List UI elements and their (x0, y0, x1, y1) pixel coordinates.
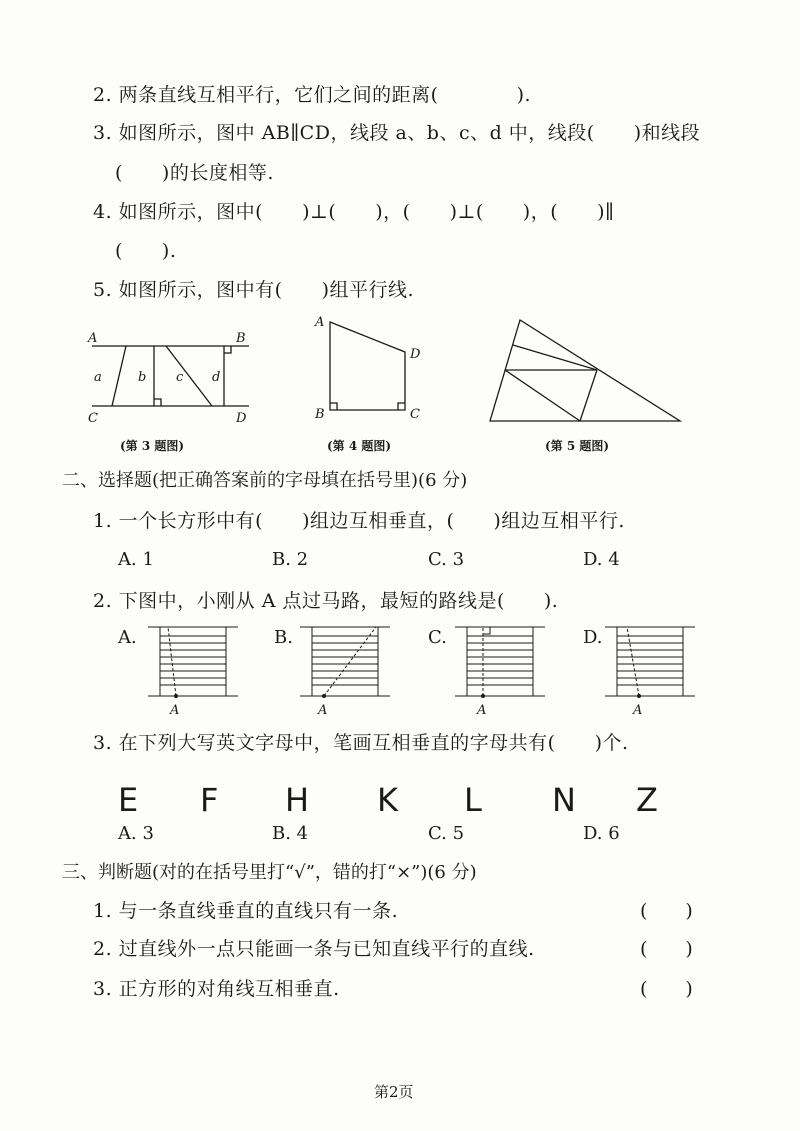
road-option-b (300, 624, 392, 720)
point-label-a: A (633, 703, 643, 718)
figure-5 (485, 315, 685, 425)
road-option-c (455, 624, 547, 720)
point-label-d: D (410, 347, 421, 362)
letter-z: Z (636, 781, 658, 819)
point-label-a: A (170, 703, 180, 718)
route-path (168, 627, 176, 696)
section-2-title: 二、选择题(把正确答案前的字母填在括号里)(6 分) (62, 470, 468, 491)
choice-q3-option-d: D. 6 (583, 823, 620, 844)
letter-h: H (285, 781, 310, 819)
point-label-b: B (315, 407, 325, 422)
point-label-d: D (236, 411, 247, 426)
choice-question-3: 3. 在下列大写英文字母中，笔画互相垂直的字母共有( )个. (93, 732, 629, 754)
fill-question-3-line1: 3. 如图所示，图中 AB∥CD，线段 a、b、c、d 中，线段( )和线段 (93, 122, 701, 144)
figure-4-caption: (第 4 题图) (327, 439, 392, 453)
choice-q1-option-c: C. 3 (428, 549, 465, 570)
point-label-b: B (236, 331, 246, 346)
point-label-a: A (315, 315, 325, 330)
choice-q3-option-a: A. 3 (118, 823, 154, 844)
figure-4 (310, 310, 430, 425)
choice-q1-option-a: A. 1 (118, 549, 154, 570)
choice-q1-option-d: D. 4 (583, 549, 620, 570)
letter-e: E (118, 781, 139, 819)
judge-answer-paren-1[interactable]: ( ) (640, 900, 693, 922)
point-label-a: A (477, 703, 487, 718)
fill-question-4-line2: ( ). (115, 240, 177, 262)
route-path (627, 627, 639, 696)
segment-label-a: a (94, 370, 102, 385)
choice-question-2: 2. 下图中，小刚从 A 点过马路，最短的路线是( ). (93, 590, 559, 612)
road-option-d-label: D. (583, 627, 603, 648)
road-option-a (148, 624, 240, 720)
point-label-c: C (410, 407, 420, 422)
right-angle-mark-c (398, 403, 405, 410)
right-angle-mark (483, 627, 490, 634)
judge-question-3: 3. 正方形的对角线互相垂直. (93, 978, 340, 1000)
line-mid-2 (513, 345, 597, 370)
judge-question-1: 1. 与一条直线垂直的直线只有一条. (93, 900, 399, 922)
figure-3 (84, 326, 254, 426)
fill-question-5: 5. 如图所示，图中有( )组平行线. (93, 279, 415, 301)
road-option-d (605, 624, 697, 720)
segment-a (112, 346, 126, 406)
fill-question-2: 2. 两条直线互相平行，它们之间的距离( ). (93, 84, 532, 106)
segment-label-d: d (212, 370, 221, 385)
fill-question-4-line1: 4. 如图所示，图中( )⊥( )，( )⊥( )，( )∥ (93, 201, 615, 223)
route-path (324, 627, 376, 696)
segment-label-c: c (176, 370, 184, 385)
point-label-a: A (318, 703, 328, 718)
road-option-a-label: A. (118, 627, 137, 648)
line-mid-4 (580, 370, 597, 421)
choice-question-1: 1. 一个长方形中有( )组边互相垂直，( )组边互相平行. (93, 510, 625, 532)
fill-question-3-line2: ( )的长度相等. (115, 162, 274, 184)
judge-answer-paren-2[interactable]: ( ) (640, 938, 693, 960)
judge-question-2: 2. 过直线外一点只能画一条与已知直线平行的直线. (93, 938, 535, 960)
letter-l: L (464, 781, 482, 819)
right-angle-mark-d (224, 346, 231, 353)
road-option-b-label: B. (274, 627, 293, 648)
line-mid-3 (505, 370, 580, 421)
figure-5-caption: (第 5 题图) (545, 439, 610, 453)
letter-k: K (377, 781, 398, 819)
figure-3-caption: (第 3 题图) (120, 439, 185, 453)
point-label-c: C (88, 411, 98, 426)
segment-c (166, 346, 212, 406)
choice-q3-option-b: B. 4 (272, 823, 309, 844)
road-option-c-label: C. (428, 627, 447, 648)
judge-answer-paren-3[interactable]: ( ) (640, 978, 693, 1000)
quadrilateral-abcd (330, 322, 405, 410)
letter-n: N (552, 781, 576, 819)
choice-q1-option-b: B. 2 (272, 549, 309, 570)
letter-f: F (200, 781, 219, 819)
segment-label-b: b (138, 370, 147, 385)
right-angle-mark-b (330, 403, 337, 410)
choice-q3-option-c: C. 5 (428, 823, 465, 844)
point-label-a: A (88, 331, 98, 346)
page-number: 第2页 (374, 1083, 414, 1101)
section-3-title: 三、判断题(对的在括号里打“√”，错的打“×”)(6 分) (62, 862, 477, 883)
right-angle-mark-b (154, 399, 161, 406)
